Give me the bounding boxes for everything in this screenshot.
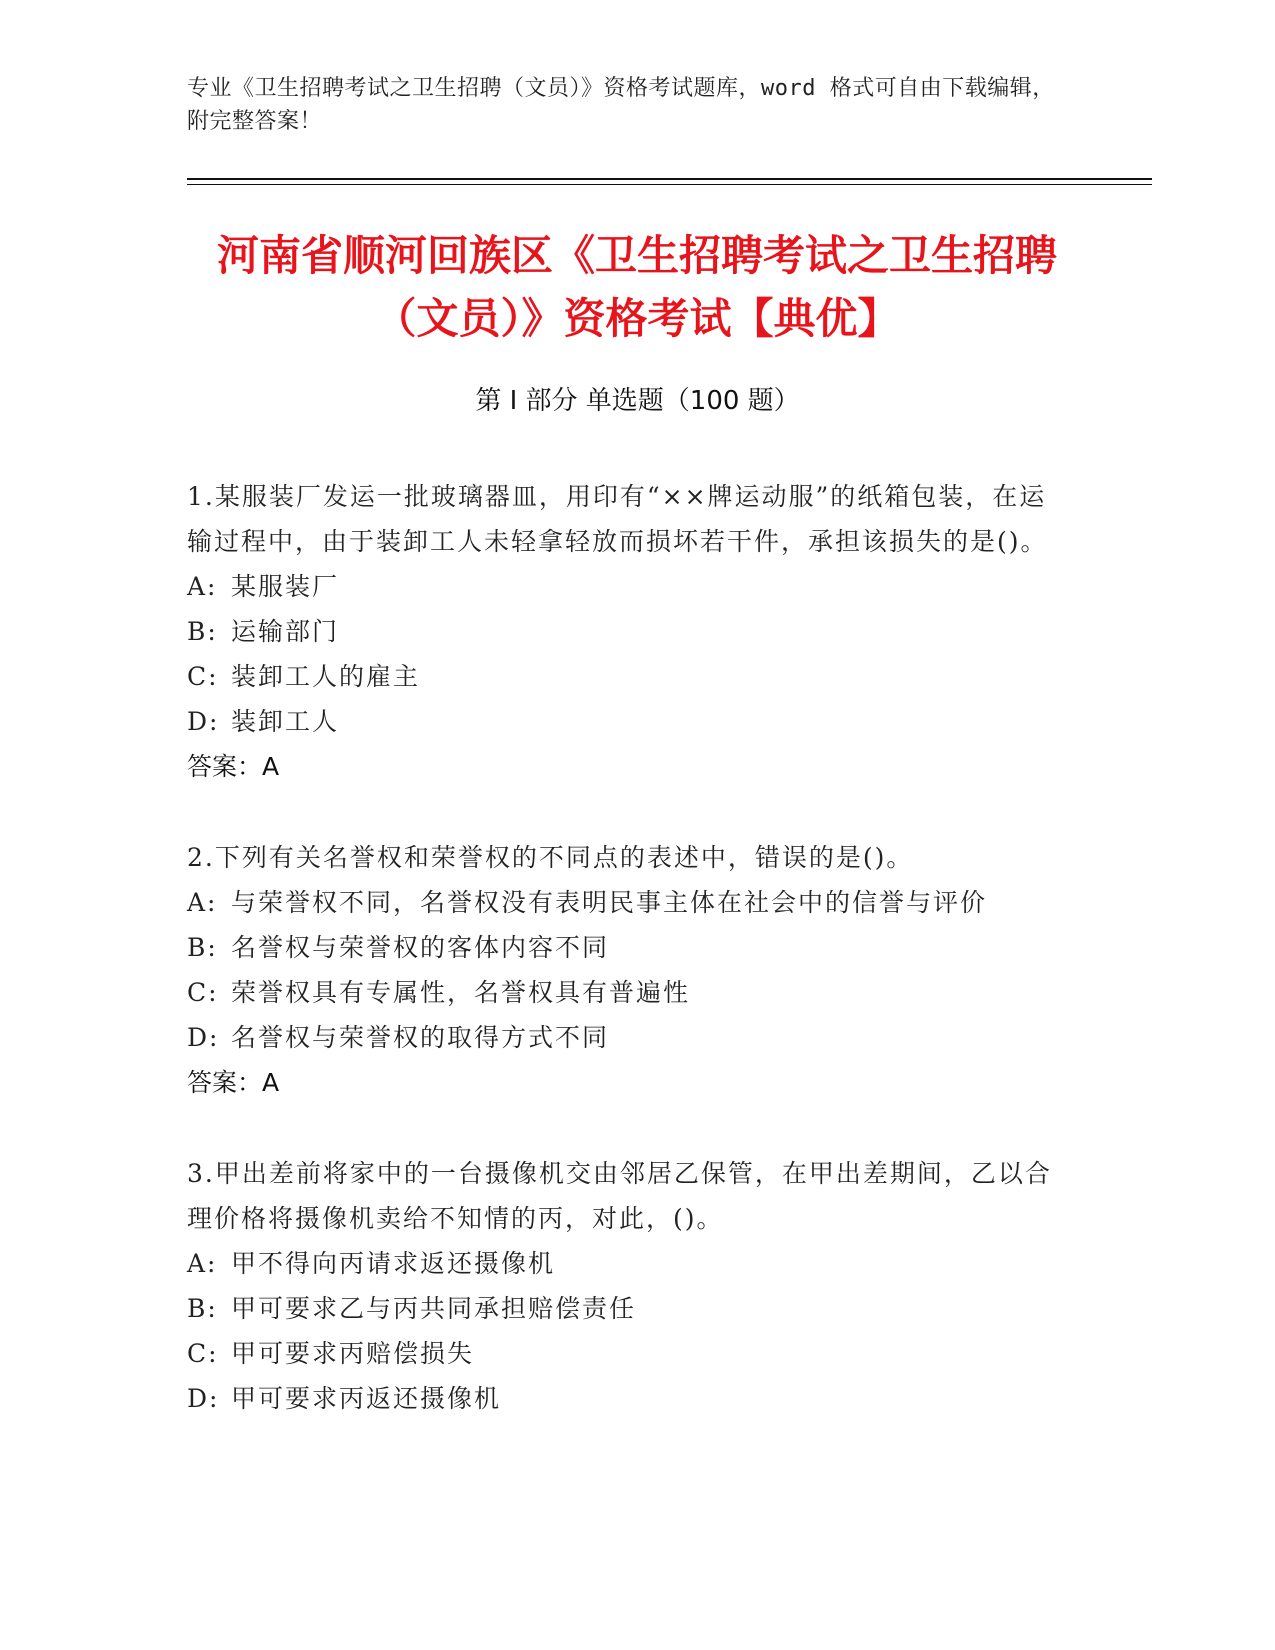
option-key: D: bbox=[187, 1023, 220, 1052]
question-stem: 1.某服装厂发运一批玻璃器皿，用印有“××牌运动服”的纸箱包装，在运输过程中，由于装卸工人未轻拿轻放而损坏若干件，承担该损失的是()。 bbox=[187, 482, 1048, 556]
option-key: B: bbox=[187, 933, 218, 962]
option-c bbox=[187, 1331, 1067, 1376]
header-rule-thick bbox=[187, 178, 1152, 180]
header-note: 专业《卫生招聘考试之卫生招聘（文员）》资格考试题库，word 格式可自由下载编辑，附完整答案！ bbox=[187, 76, 1055, 134]
option-text: 与荣誉权不同，名誉权没有表明民事主体在社会中的信誉与评价 bbox=[231, 888, 988, 917]
option-a bbox=[187, 564, 1067, 609]
option-text: 甲可要求丙赔偿损失 bbox=[231, 1339, 475, 1368]
option-b bbox=[187, 609, 1067, 654]
header-rule-thin bbox=[187, 184, 1152, 185]
option-d bbox=[187, 1015, 1067, 1060]
question-2 bbox=[187, 835, 1067, 1105]
option-text: 甲不得向丙请求返还摄像机 bbox=[231, 1249, 556, 1278]
option-key: C: bbox=[187, 978, 219, 1007]
option-text: 运输部门 bbox=[231, 617, 340, 646]
option-key: B: bbox=[187, 1294, 218, 1323]
option-key: C: bbox=[187, 1339, 219, 1368]
question-list bbox=[187, 474, 1067, 1467]
option-text: 装卸工人的雇主 bbox=[231, 662, 421, 691]
option-d bbox=[187, 1376, 1067, 1421]
option-key: C: bbox=[187, 662, 219, 691]
document-title: 河南省顺河回族区《卫生招聘考试之卫生招聘（文员）》资格考试【典优】 bbox=[216, 231, 1057, 343]
answer-line: 答案：A bbox=[187, 752, 280, 781]
option-key: B: bbox=[187, 617, 218, 646]
option-a bbox=[187, 1241, 1067, 1286]
option-text: 装卸工人 bbox=[231, 707, 340, 736]
option-text: 荣誉权具有专属性，名誉权具有普遍性 bbox=[231, 978, 691, 1007]
question-3 bbox=[187, 1151, 1067, 1421]
option-b bbox=[187, 925, 1067, 970]
question-stem: 2.下列有关名誉权和荣誉权的不同点的表述中，错误的是()。 bbox=[187, 843, 914, 872]
option-key: D: bbox=[187, 1384, 220, 1413]
option-key: A: bbox=[187, 888, 218, 917]
section-title: 第 I 部分 单选题（100 题） bbox=[475, 386, 800, 416]
option-d bbox=[187, 699, 1067, 744]
option-key: A: bbox=[187, 1249, 218, 1278]
option-text: 甲可要求丙返还摄像机 bbox=[231, 1384, 502, 1413]
question-stem: 3.甲出差前将家中的一台摄像机交由邻居乙保管，在甲出差期间，乙以合理价格将摄像机卖给不知情的丙，对此，()。 bbox=[187, 1159, 1052, 1233]
option-text: 某服装厂 bbox=[231, 572, 340, 601]
option-text: 名誉权与荣誉权的客体内容不同 bbox=[231, 933, 610, 962]
option-key: A: bbox=[187, 572, 218, 601]
option-text: 甲可要求乙与丙共同承担赔偿责任 bbox=[231, 1294, 637, 1323]
answer-line: 答案：A bbox=[187, 1068, 280, 1097]
option-c bbox=[187, 654, 1067, 699]
option-key: D: bbox=[187, 707, 220, 736]
option-c bbox=[187, 970, 1067, 1015]
question-1 bbox=[187, 474, 1067, 789]
option-text: 名誉权与荣誉权的取得方式不同 bbox=[231, 1023, 610, 1052]
option-b bbox=[187, 1286, 1067, 1331]
option-a bbox=[187, 880, 1067, 925]
